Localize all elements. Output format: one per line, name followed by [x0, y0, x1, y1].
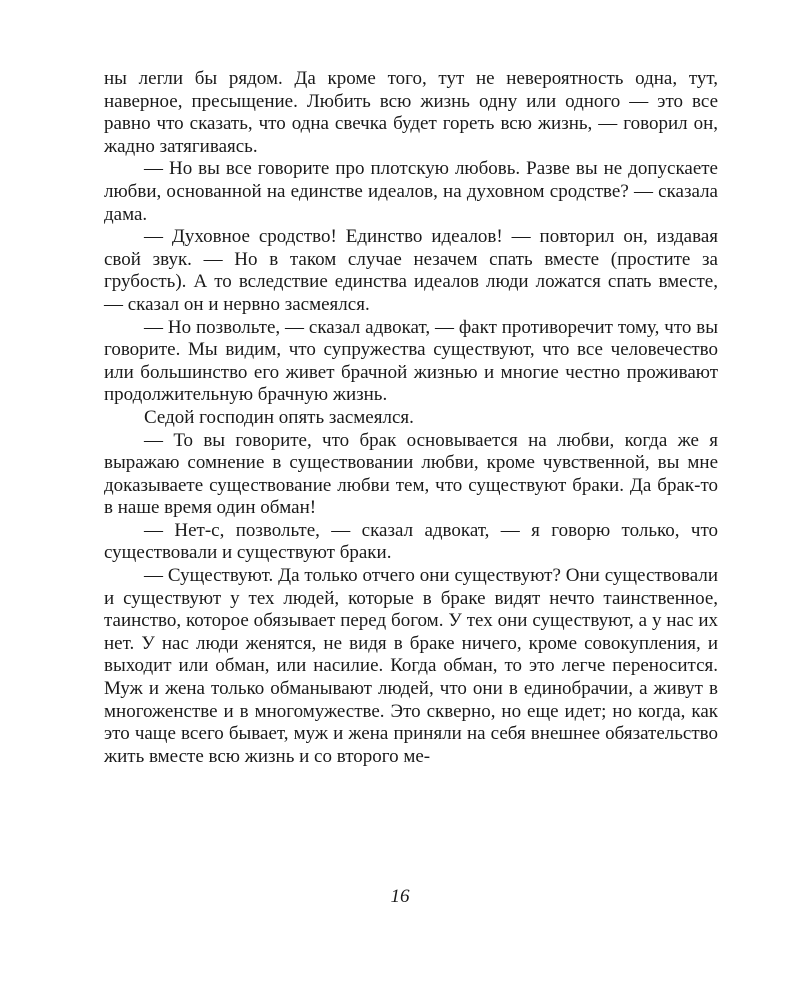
paragraph-4: — Но позвольте, — сказал адвокат, — факт противоречит тому, что вы говорите. Мы видим, что супружества существуют, что все человечество или большинство его живет брачной жизнью и многие честно проживают продолжительную брачную жизнь. [104, 316, 718, 406]
page-body [104, 68, 718, 768]
paragraph-6: — То вы говорите, что брак основывается на любви, когда же я выражаю сомнение в существовании любви, кроме чувственной, вы мне доказываете существование любви тем, что существуют браки. Да брак-то в наше время один обман! [104, 429, 718, 519]
paragraph-1: ны легли бы рядом. Да кроме того, тут не невероятность одна, тут, наверное, пресыщение. Любить всю жизнь одну или одного — это все равно что сказать, что одна свечка будет гореть всю жизнь, — говорил он, жадно затягиваясь. [104, 68, 718, 157]
text-block [104, 68, 718, 768]
paragraph-7: — Нет-с, позвольте, — сказал адвокат, — я говорю только, что существовали и существуют браки. [104, 519, 718, 564]
paragraph-5: Седой господин опять засмеялся. [144, 406, 414, 428]
paragraph-3: — Духовное сродство! Единство идеалов! — повторил он, издавая свой звук. — Но в таком случае незачем спать вместе (простите за грубость). А то вследствие единства идеалов люди ложатся спать вместе, — сказал он и нервно засмеялся. [104, 226, 718, 315]
paragraph-8: — Существуют. Да только отчего они существуют? Они существовали и существуют у тех людей, которые в браке видят нечто таинственное, таинство, которое обязывает перед богом. У тех они существуют, а у нас их нет. У нас люди женятся, не видя в браке ничего, кроме совокупления, и выходит или обман, или насилие. Когда обман, то это легче переносится. Муж и жена только обманывают людей, что они в единобрачии, а живут в многоженстве и в многомужестве. Это скверно, но еще идет; но когда, как это чаще всего бывает, муж и жена приняли на себя внешнее обязательство жить вместе всю жизнь и со второго ме- [104, 565, 718, 767]
paragraph-2: — Но вы все говорите про плотскую любовь. Разве вы не допускаете любви, основанной на единстве идеалов, на духовном сродстве? — сказала дама. [104, 158, 718, 225]
page-number: 16 [390, 886, 410, 907]
